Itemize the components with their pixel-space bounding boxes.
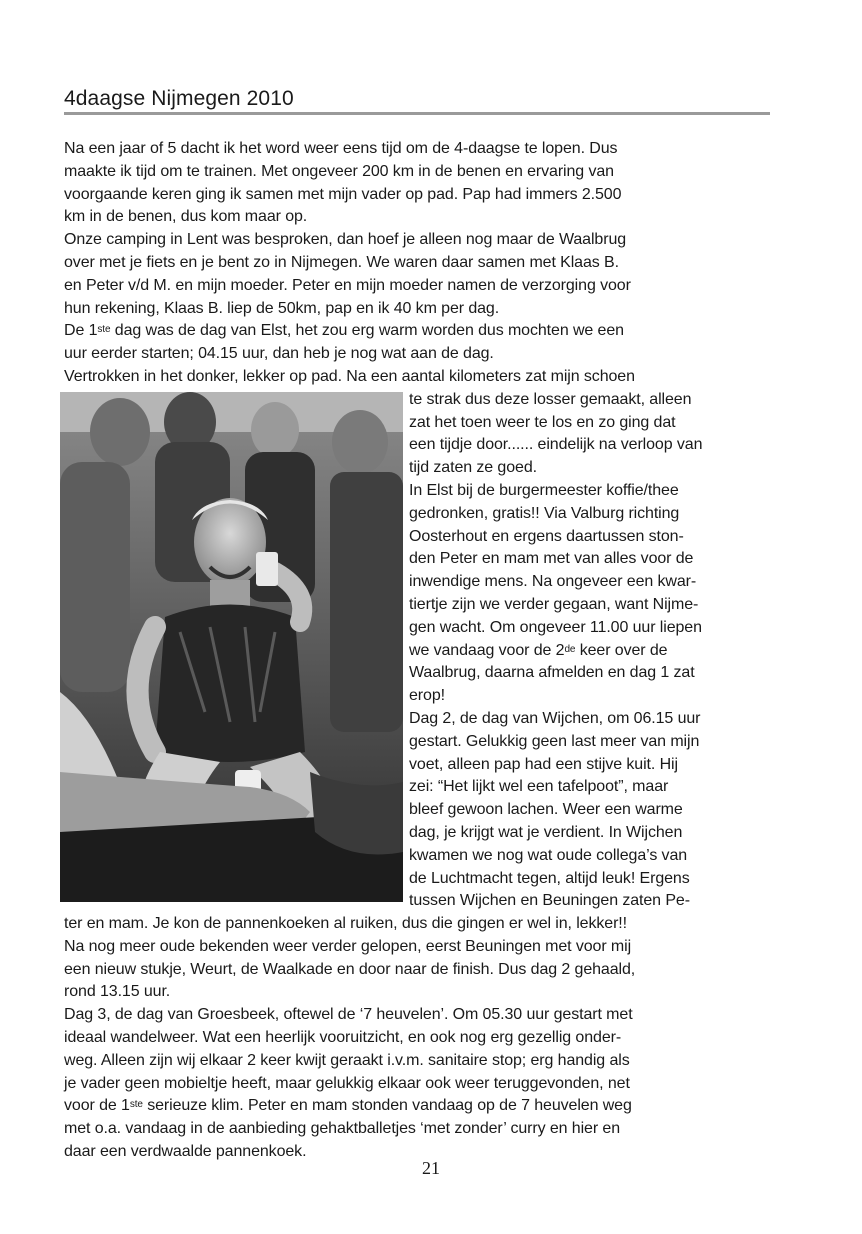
title-underline — [64, 112, 770, 115]
wrapped-text-line: zei: “Het lijkt wel een tafelpoot”, maar — [409, 778, 669, 796]
wrapped-text-line: tussen Wijchen en Beuningen zaten Pe- — [409, 892, 690, 910]
wrapped-text-line: Waalbrug, daarna afmelden en dag 1 zat — [409, 664, 695, 682]
day2-day3-paragraphs — [64, 913, 764, 1095]
text-line: Vertrokken in het donker, lekker op pad. Na een aantal kilometers zat mijn schoen — [64, 367, 635, 385]
wrapped-text-line: Oosterhout en ergens daartussen ston- — [409, 527, 684, 545]
wrapped-text-line: den Peter en mam met van alles voor de — [409, 550, 694, 568]
wrapped-text-line: gestart. Gelukkig geen last meer van mijn — [409, 732, 700, 750]
wrapped-text-line: inwendige mens. Na ongeveer een kwar- — [409, 573, 697, 591]
text-line: daar een verdwaalde pannenkoek. — [64, 1143, 307, 1161]
text-line: hun rekening, Klaas B. liep de 50km, pap en ik 40 km per dag. — [64, 299, 500, 317]
wrapped-text-line: kwamen we nog wat oude collega’s van — [409, 846, 688, 864]
text-line: over met je fiets en je bent zo in Nijmegen. We waren daar samen met Klaas B. — [64, 253, 619, 271]
article-body — [64, 138, 764, 1164]
wrapped-text-line: zat het toen weer te los en zo ging dat — [409, 413, 676, 431]
text-line: rond 13.15 uur. — [64, 983, 171, 1001]
wrapped-text-line: te strak dus deze losser gemaakt, alleen — [409, 390, 692, 408]
wrapped-text-line: erop! — [409, 687, 445, 705]
text-line: een nieuw stukje, Weurt, de Waalkade en door naar de finish. Dus dag 2 gehaald, — [64, 960, 636, 978]
wrapped-text-line: In Elst bij de burgermeester koffie/thee — [409, 481, 679, 499]
wrapped-text-line: Dag 2, de dag van Wijchen, om 06.15 uur — [409, 709, 701, 727]
wrapped-text-line: tiertje zijn we verder gegaan, want Nijme- — [409, 595, 699, 613]
text-line: Dag 3, de dag van Groesbeek, oftewel de ‘7 heuvelen’. Om 05.30 uur gestart met — [64, 1006, 633, 1024]
text-line: uur eerder starten; 04.15 uur, dan heb je nog wat aan de dag. — [64, 345, 494, 363]
text-line: je vader geen mobieltje heeft, maar gelukkig elkaar ook weer teruggevonden, net — [64, 1074, 630, 1092]
photo-image — [60, 392, 403, 902]
text-line: en Peter v/d M. en mijn moeder. Peter en mijn moeder namen de verzorging voor — [64, 276, 631, 294]
text-line: weg. Alleen zijn wij elkaar 2 keer kwijt geraakt i.v.m. sanitaire stop; erg handig als — [64, 1051, 630, 1069]
wrapped-text-line: bleef gewoon lachen. Weer een warme — [409, 801, 683, 819]
wrapped-text-line: gen wacht. Om ongeveer 11.00 uur liepen — [409, 618, 702, 636]
wrapped-text-line: voet, alleen pap had een stijve kuit. Hij — [409, 755, 678, 773]
text-line: Na een jaar of 5 dacht ik het word weer eens tijd om de 4-daagse te lopen. Dus — [64, 140, 618, 157]
day1-line: De 1ste dag was de dag van Elst, het zou erg warm worden dus mochten we een — [64, 322, 624, 340]
walker-photo — [60, 392, 403, 902]
wrapped-text-line: een tijdje door...... eindelijk na verloop van — [409, 436, 703, 454]
text-line: voorgaande keren ging ik samen met mijn vader op pad. Pap had immers 2.500 — [64, 185, 622, 203]
article-title: 4daagse Nijmegen 2010 — [64, 87, 294, 110]
text-line: ter en mam. Je kon de pannenkoeken al ruiken, dus die gingen er wel in, lekker!! — [64, 915, 628, 933]
wrapped-text-line: dag, je krijgt wat je verdient. In Wijchen — [409, 823, 683, 841]
wrapped-text-line: gedronken, gratis!! Via Valburg richting — [409, 504, 680, 522]
text-line: km in de benen, dus kom maar op. — [64, 208, 308, 226]
text-line: Na nog meer oude bekenden weer verder gelopen, eerst Beuningen met voor mij — [64, 937, 632, 955]
second-crossing-line: we vandaag voor de 2de keer over de — [409, 641, 668, 659]
page-number: 21 — [422, 1158, 440, 1178]
text-line: ideaal wandelweer. Wat een heerlijk vooruitzicht, en ook nog erg gezellig onder- — [64, 1029, 622, 1047]
day1-paragraph — [64, 343, 764, 389]
wrapped-text-line: tijd zaten ze goed. — [409, 459, 537, 477]
first-climb-line: voor de 1ste serieuze klim. Peter en mam stonden vandaag op de 7 heuvelen weg — [64, 1097, 632, 1115]
intro-paragraphs — [64, 138, 764, 320]
text-line: met o.a. vandaag in de aanbieding gehaktballetjes ‘met zonder’ curry en hier en — [64, 1120, 621, 1138]
wrapped-text-line: de Luchtmacht tegen, altijd leuk! Ergens — [409, 869, 690, 887]
text-line: maakte ik tijd om te trainen. Met ongeveer 200 km in de benen en ervaring van — [64, 162, 614, 180]
text-line: Onze camping in Lent was besproken, dan hoef je alleen nog maar de Waalbrug — [64, 231, 627, 249]
